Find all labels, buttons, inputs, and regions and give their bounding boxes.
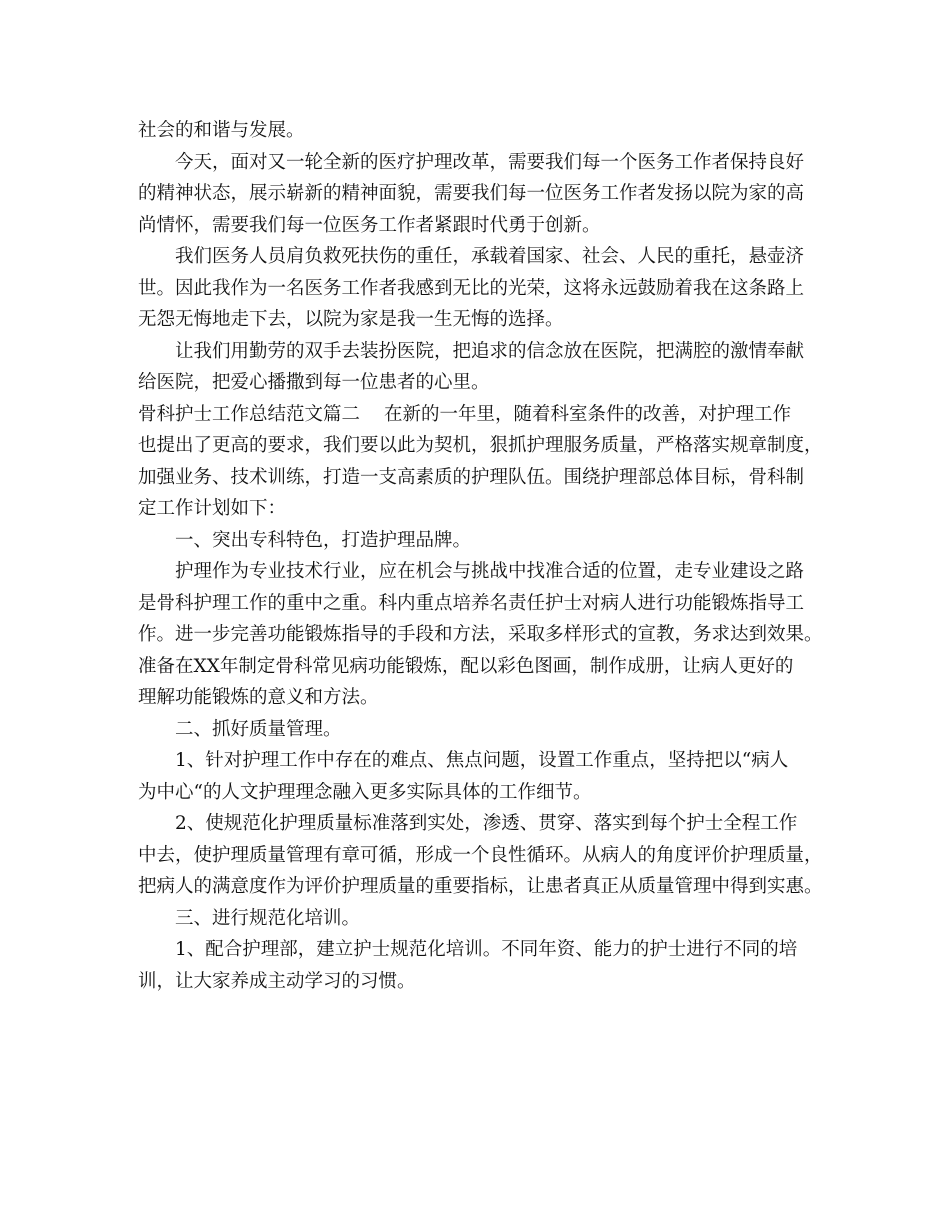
section-title-line (138, 399, 828, 431)
paragraph-line: 2、使规范化护理质量标准落到实处，渗透、贯穿、落实到每个护士全程工作 (175, 813, 798, 834)
paragraph-line: 护理作为专业技术行业，应在机会与挑战中找准合适的位置，走专业建设之路 (175, 561, 805, 582)
paragraph-line: 也提出了更高的要求，我们要以此为契机，狠抓护理服务质量，严格落实规章制度， (138, 435, 823, 456)
subheading-line: 一、突出专科特色，打造护理品牌。 (175, 529, 472, 551)
paragraph-line: 在新的一年里，随着科室条件的改善，对护理工作 (384, 403, 792, 425)
section-title: 骨科护士工作总结范文篇二 (138, 403, 361, 425)
paragraph-line: 理解功能锻炼的意义和方法。 (138, 687, 379, 708)
paragraph-line: 中去，使护理质量管理有章可循，形成一个良性循环。从病人的角度评价护理质量， (138, 844, 823, 866)
subheading-line: 三、进行规范化培训。 (175, 907, 361, 929)
paragraph-line: 训，让大家养成主动学习的习惯。 (138, 970, 416, 992)
paragraph-line: 我们医务人员肩负救死扶伤的重任，承载着国家、社会、人民的重托，悬壶济 (175, 246, 805, 267)
paragraph-line: 尚情怀，需要我们每一位医务工作者紧跟时代勇于创新。 (138, 214, 601, 236)
paragraph-line: 让我们用勤劳的双手去装扮医院，把追求的信念放在医院，把满腔的激情奉献 (175, 340, 805, 362)
paragraph-line: 今天，面对又一轮全新的医疗护理改革，需要我们每一个医务工作者保持良好 (175, 151, 805, 173)
paragraph-line: 作。进一步完善功能锻炼指导的手段和方法，采取多样形式的宣教，务求达到效果。 (138, 624, 823, 645)
paragraph-line: 1、针对护理工作中存在的难点、焦点问题，设置工作重点，坚持把以“病人 (175, 750, 789, 771)
subheading-line: 二、抓好质量管理。 (175, 718, 342, 740)
document-body (138, 115, 828, 997)
paragraph-line: 是骨科护理工作的重中之重。科内重点培养名责任护士对病人进行功能锻炼指导工 (138, 592, 805, 614)
paragraph-line: 的精神状态，展示崭新的精神面貌，需要我们每一位医务工作者发扬以院为家的高 (138, 183, 805, 204)
paragraph-line: 1、配合护理部，建立护士规范化培训。不同年资、能力的护士进行不同的培 (175, 939, 798, 960)
paragraph-line: 社会的和谐与发展。 (138, 120, 305, 141)
paragraph-line: 定工作计划如下： (138, 498, 287, 519)
paragraph-line: 加强业务、技术训练，打造一支高素质的护理队伍。围绕护理部总体目标，骨科制 (138, 466, 805, 488)
paragraph-line: 为中心“的人文护理理念融入更多实际具体的工作细节。 (138, 781, 592, 803)
paragraph-line: 给医院，把爱心播撒到每一位患者的心里。 (138, 372, 490, 393)
paragraph-line: 世。因此我作为一名医务工作者我感到无比的光荣，这将永远鼓励着我在这条路上 (138, 277, 805, 299)
paragraph-line: 无怨无悔地走下去，以院为家是我一生无悔的选择。 (138, 309, 564, 330)
paragraph-line: 把病人的满意度作为评价护理质量的重要指标，让患者真正从质量管理中得到实惠。 (138, 876, 823, 897)
paragraph-line: 准备在XX年制定骨科常见病功能锻炼，配以彩色图画，制作成册，让病人更好的 (138, 655, 794, 677)
